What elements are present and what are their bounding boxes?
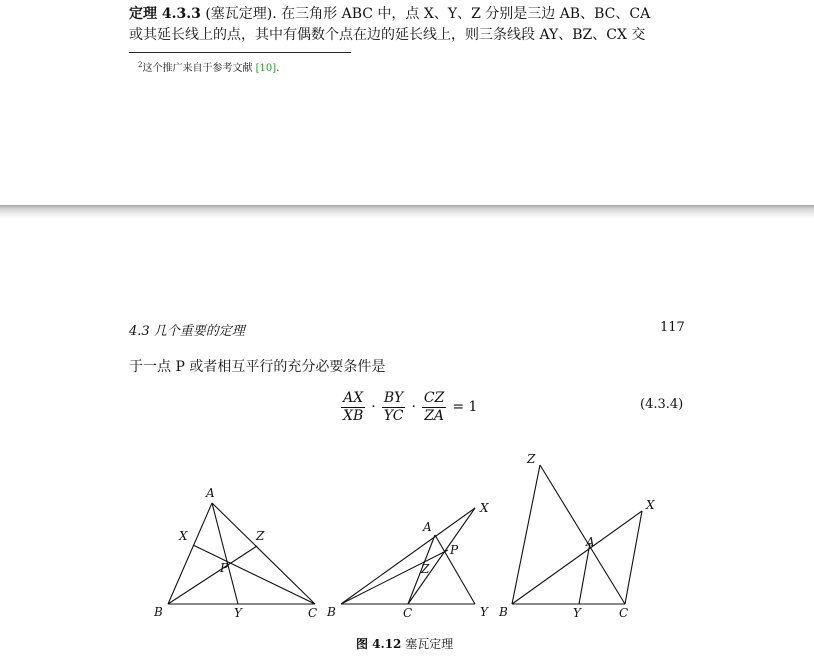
fig2-line-xc xyxy=(408,508,475,604)
fig2-label-x: X xyxy=(480,501,489,515)
fig3-label-b: B xyxy=(499,605,508,619)
fig2-label-b: B xyxy=(327,605,336,619)
citation-link[interactable]: [10] xyxy=(255,63,277,74)
fraction-numerator: AX xyxy=(343,389,364,406)
ceva-figure xyxy=(150,448,680,620)
figure-1-labels xyxy=(153,486,317,620)
fig2-line-bp xyxy=(341,550,448,604)
equation-number: (4.3.4) xyxy=(640,397,684,412)
page-number: 117 xyxy=(660,320,685,335)
theorem-text-1: 在三角形 ABC 中，点 X、Y、Z 分别是三边 AB、BC、CA xyxy=(281,6,651,22)
fig1-side-ac xyxy=(212,503,315,604)
fig1-label-x: X xyxy=(179,529,188,543)
figure-2-labels xyxy=(326,501,489,620)
footnote-end: . xyxy=(276,63,280,74)
fig3-label-z: Z xyxy=(527,452,536,466)
fig1-label-b: B xyxy=(154,605,163,619)
fig2-label-y: Y xyxy=(480,605,488,619)
fig1-side-ab xyxy=(168,503,212,604)
running-header-section: 4.3 几个重要的定理 xyxy=(129,324,245,339)
fraction-denominator: ZA xyxy=(424,407,445,424)
theorem-line-2: 或其延长线上的点，其中有偶数个点在边的延长线上，则三条线段 AY、BZ、CX 交 xyxy=(129,27,646,43)
fraction-ax-xb xyxy=(341,391,365,424)
fig1-label-c: C xyxy=(308,606,318,620)
fraction-denominator: YC xyxy=(383,407,404,424)
theorem-label: 定理 4.3.3 xyxy=(129,6,201,22)
multiply-dot: · xyxy=(411,399,416,415)
fig1-cevian-ay xyxy=(212,503,238,604)
footnote-text: 这个推广来自于参考文献 xyxy=(142,63,256,74)
figure-3-labels xyxy=(498,452,655,620)
figure-caption-text: 塞瓦定理 xyxy=(405,637,454,651)
fraction-denominator: XB xyxy=(343,407,364,424)
fig2-label-c: C xyxy=(403,606,413,620)
theorem-line-1 xyxy=(129,5,650,23)
fig3-label-c: C xyxy=(619,606,629,620)
figure-caption-label: 图 4.12 xyxy=(356,637,402,651)
fraction-by-yc xyxy=(382,391,406,424)
fig2-label-a: A xyxy=(423,520,432,534)
fig1-label-z: Z xyxy=(256,529,265,543)
fraction-cz-za xyxy=(422,391,446,424)
figure-1-lines xyxy=(168,503,315,604)
fig3-line-xc xyxy=(625,511,642,604)
fig3-label-y: Y xyxy=(573,606,581,620)
footnote xyxy=(138,59,279,75)
fig1-label-y: Y xyxy=(234,606,242,620)
figure-caption xyxy=(356,635,453,652)
fraction-numerator: CZ xyxy=(423,389,445,406)
fig3-label-x: X xyxy=(646,498,655,512)
multiply-dot: · xyxy=(371,399,376,415)
footnote-mark: 2 xyxy=(138,61,143,69)
fraction-numerator: BY xyxy=(383,389,404,406)
theorem-name: (塞瓦定理). xyxy=(205,6,277,22)
fig2-label-z: Z xyxy=(421,562,430,576)
equation xyxy=(339,387,477,427)
body-line: 于一点 P 或者相互平行的充分必要条件是 xyxy=(129,359,386,375)
fig3-label-a: A xyxy=(586,535,595,549)
page-gap-shadow xyxy=(0,205,814,219)
fig2-label-p: P xyxy=(450,543,459,557)
fig3-line-bz xyxy=(512,465,540,604)
fig1-label-a: A xyxy=(206,486,215,500)
fig1-label-p: P xyxy=(220,561,229,575)
previous-page xyxy=(0,0,814,205)
footnote-rule xyxy=(129,52,351,53)
figure-3-lines xyxy=(512,465,642,604)
equation-rhs: = 1 xyxy=(452,399,478,415)
fig1-cevian-cx xyxy=(193,545,315,604)
